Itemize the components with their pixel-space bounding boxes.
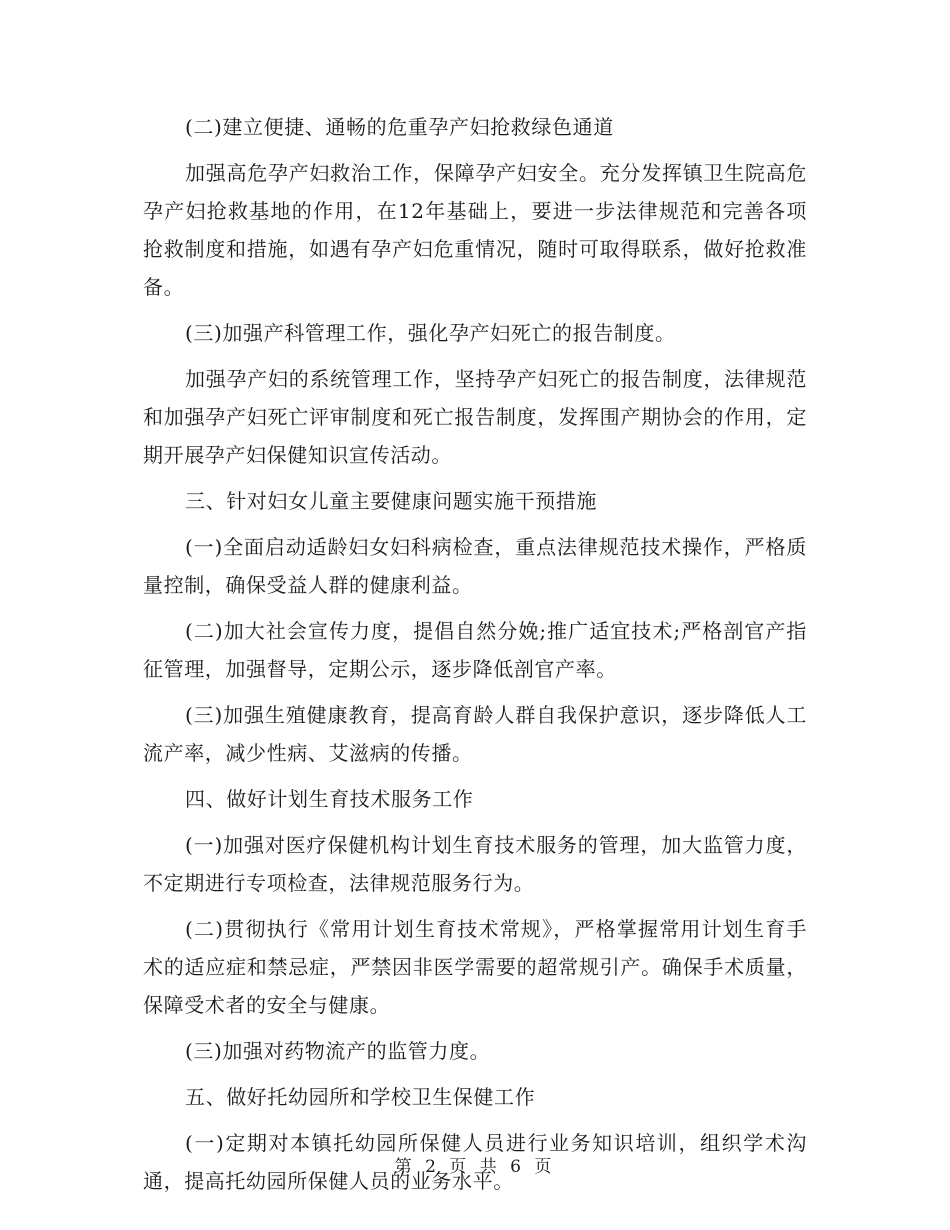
paragraph: (一)全面启动适龄妇女妇科病检查，重点法律规范技术操作，严格质量控制，确保受益人群的健康利益。	[143, 535, 807, 597]
paragraph-subheading-green-channel: (二)建立便捷、通畅的危重孕产妇抢救绿色通道	[185, 115, 614, 139]
section-heading-four: 四、做好计划生育技术服务工作	[185, 787, 474, 811]
section-heading-five: 五、做好托幼园所和学校卫生保健工作	[185, 1085, 536, 1109]
paragraph: (二)加大社会宣传力度，提倡自然分娩;推广适宜技术;严格剖官产指征管理，加强督导，定期公示，逐步降低剖官产率。	[143, 619, 807, 681]
page-number-footer: 第 2 页 共 6 页	[394, 1157, 556, 1177]
paragraph: (三)加强对药物流产的监管力度。	[185, 1039, 491, 1063]
paragraph: 加强孕产妇的系统管理工作，坚持孕产妇死亡的报告制度，法律规范和加强孕产妇死亡评审制度和死亡报告制度，发挥围产期协会的作用，定期开展孕产妇保健知识宣传活动。	[143, 367, 807, 467]
paragraph: (一)定期对本镇托幼园所保健人员进行业务知识培训，组织学术沟通，提高托幼园所保健人员的业务水平。	[143, 1131, 807, 1193]
paragraph: (三)加强生殖健康教育，提高育龄人群自我保护意识，逐步降低人工流产率，减少性病、艾滋病的传播。	[143, 703, 807, 765]
section-heading-three: 三、针对妇女儿童主要健康问题实施干预措施	[185, 489, 597, 513]
paragraph-subheading-obstetrics: (三)加强产科管理工作，强化孕产妇死亡的报告制度。	[185, 321, 676, 345]
paragraph: 加强高危孕产妇救治工作，保障孕产妇安全。充分发挥镇卫生院高危孕产妇抢救基地的作用，在12年基础上，要进一步法律规范和完善各项抢救制度和措施，如遇有孕产妇危重情况，随时可取得联系，做好抢救准备。	[143, 161, 807, 299]
paragraph: (一)加强对医疗保健机构计划生育技术服务的管理，加大监管力度，不定期进行专项检查，法律规范服务行为。	[143, 833, 807, 895]
paragraph: (二)贯彻执行《常用计划生育技术常规》，严格掌握常用计划生育手术的适应症和禁忌症，严禁因非医学需要的超常规引产。确保手术质量，保障受术者的安全与健康。	[143, 917, 807, 1017]
document-body	[143, 108, 807, 1208]
